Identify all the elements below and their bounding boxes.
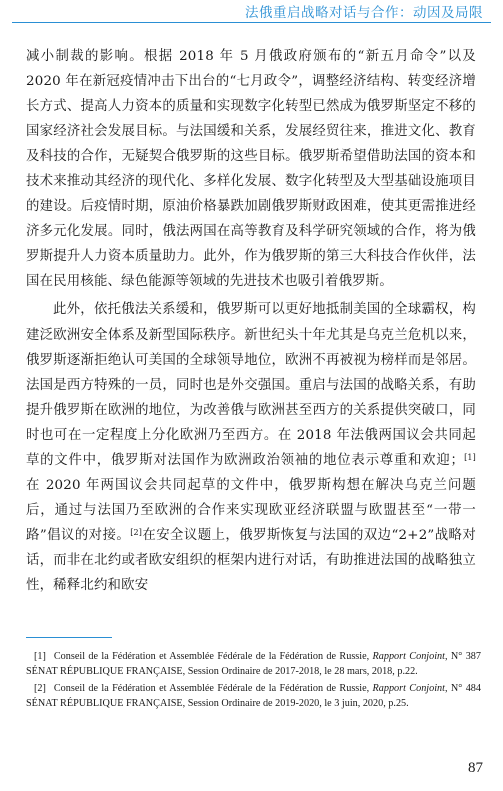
footnotes [26,649,481,713]
footnote-reference[interactable]: [2] [130,527,143,537]
running-title: 法俄重启战略对话与合作：动因及局限 [245,5,483,21]
footnote-text: Conseil de la Fédération et Assemblée Fédérale de la Fédération de Russie, [53,682,373,694]
footnote-separator [26,637,112,638]
footnote [26,649,481,680]
page-number: 87 [468,760,483,776]
running-header [0,0,503,24]
footnote-title: Rapport Conjoint [372,682,445,694]
footnote-text: Conseil de la Fédération et Assemblée Fédérale de la Fédération de Russie, [53,651,373,662]
header-rule [12,22,491,23]
paragraph: 减小制裁的影响。根据 2018 年 5 月俄政府颁布的“新五月命令”以及 2020 年在新冠疫情冲击下出台的“七月政令”，调整经济结构、转变经济增长方式、提高人力资本的质量和实现数字化转型已然成为俄罗斯坚定不移的国家经济社会发展目标。与法国缓和关系，发展经贸往来，推进文化、教育及科技的合作，无疑契合俄罗斯的这些目标。俄罗斯希望借助法国的资本和技术来推动其经济的现代化、多样化发展、数字化转型及大型基础设施项目的建设。后疫情时期，原油价格暴跌加剧俄罗斯财政困难，使其更需推进经济多元化发展。同时，俄法两国在高等教育及科学研究领域的合作，将为俄罗斯提升人力资本质量助力。此外，作为俄罗斯的第三大科技合作伙伴，法国在民用核能、绿色能源等领域的先进技术也吸引着俄罗斯。 [26,49,476,290]
paragraph-segment: 在安全议题上，俄罗斯恢复与法国的双边“2+2”战略对话，而非在北约或者欧安组织的框架内进行对话，有助推进法国的战略独立性，稀释北约和欧安 [26,527,476,593]
footnote-title: Rapport Conjoint [372,651,445,662]
paragraph-segment: 此外，依托俄法关系缓和，俄罗斯可以更好地抵制美国的全球霸权，构建泛欧洲安全体系及新型国际秩序。新世纪头十年尤其是乌克兰危机以来，俄罗斯逐渐拒绝认可美国的全球领导地位，欧洲不再被视为榜样而是邻居。法国是西方特殊的一员，同时也是外交强国。重启与法国的战略关系，有助提升俄罗斯在欧洲的地位，为改善俄与欧洲甚至西方的关系提供突破口，同时也可在一定程度上分化欧洲乃至西方。在 2018 年法俄两国议会共同起草的文件中，俄罗斯对法国作为欧洲政治领袖的地位表示尊重和欢迎； [26,302,476,468]
footnote-text: , N° 387 SÉNAT RÉPUBLIQUE FRANÇAISE, Session Ordinaire de 2017-2018, le 28 mars, 2018, p.22. [26,651,481,678]
footnote-number: [2] [34,682,46,694]
footnote-reference[interactable]: [1] [464,452,476,462]
footnote-text: , N° 484 SÉNAT RÉPUBLIQUE FRANÇAISE, Session Ordinaire de 2019-2020, le 3 juin, 2020, p.25. [26,682,481,710]
paragraph [26,297,476,598]
body-text [26,44,476,598]
footnote [26,681,481,712]
footnote-number: [1] [34,651,46,662]
paragraph-segment: 在 2020 年两国议会共同起草的文件中，俄罗斯构想在解决乌克兰问题后，通过与法国乃至欧洲的合作来实现欧亚经济联盟与欧盟甚至“一带一路”倡议的对接。 [26,477,476,543]
